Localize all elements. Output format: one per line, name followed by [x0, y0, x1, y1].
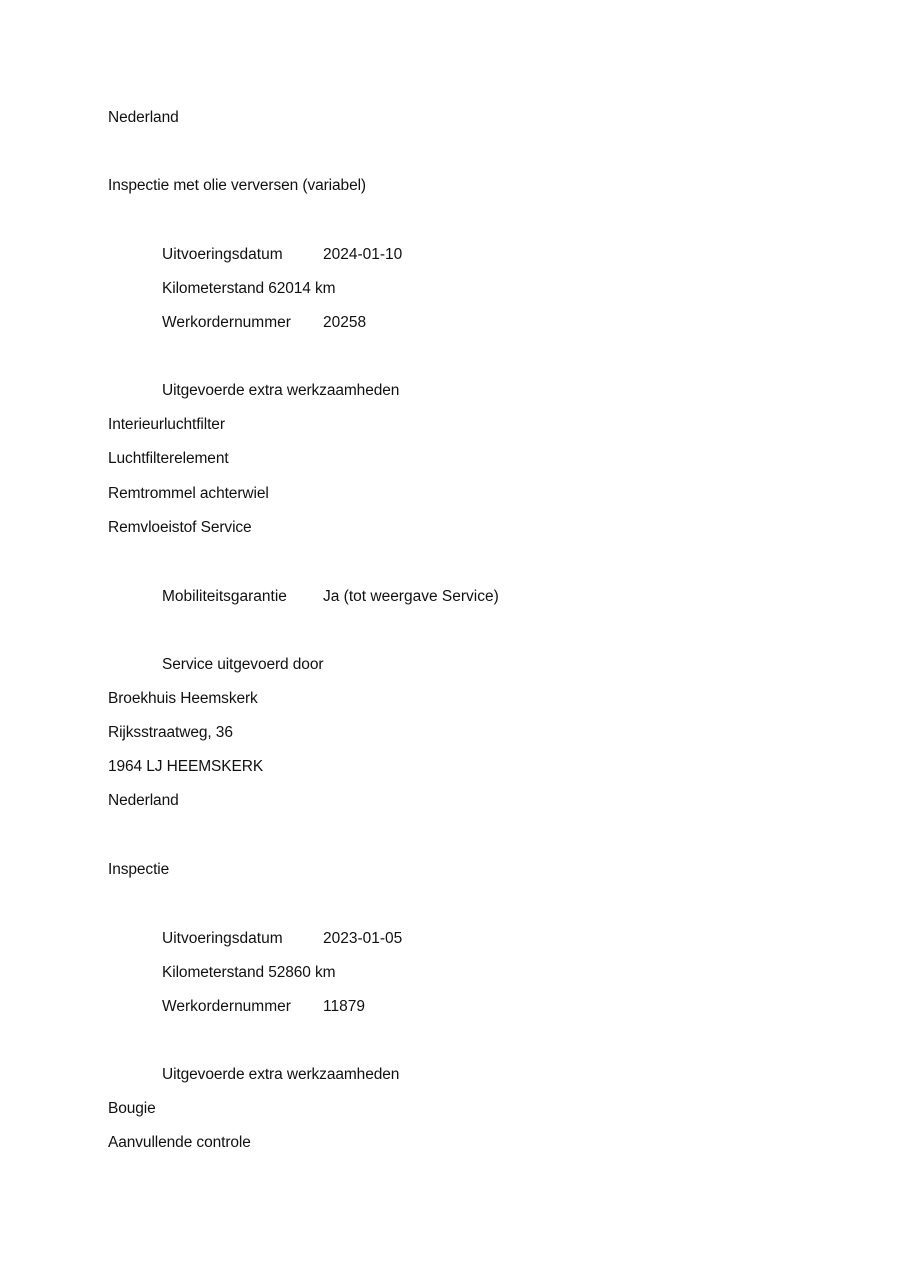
extra-work-label: Uitgevoerde extra werkzaamheden	[162, 1066, 400, 1083]
extra-work-item: Bougie	[108, 1100, 156, 1117]
execution-date-label: Uitvoeringsdatum	[162, 930, 283, 947]
record-title: Inspectie	[108, 861, 170, 878]
mobility-value: Ja (tot weergave Service)	[323, 588, 499, 605]
mileage-text: Kilometerstand 62014 km	[162, 280, 336, 297]
record-title: Inspectie met olie verversen (variabel)	[108, 177, 366, 194]
execution-date-value: 2023-01-05	[323, 930, 403, 947]
extra-work-item: Remtrommel achterwiel	[108, 485, 269, 502]
performed-by-label: Service uitgevoerd door	[162, 656, 324, 673]
work-order-label: Werkordernummer	[162, 314, 291, 331]
extra-work-label: Uitgevoerde extra werkzaamheden	[162, 382, 400, 399]
mileage-text: Kilometerstand 52860 km	[162, 964, 336, 981]
mobility-label: Mobiliteitsgarantie	[162, 588, 287, 605]
extra-work-item: Luchtfilterelement	[108, 450, 229, 467]
extra-work-item: Remvloeistof Service	[108, 519, 252, 536]
work-order-row	[162, 997, 662, 1017]
execution-date-value: 2024-01-10	[323, 246, 403, 263]
execution-date-row	[162, 245, 662, 265]
extra-work-item: Interieurluchtfilter	[108, 416, 225, 433]
work-order-label: Werkordernummer	[162, 998, 291, 1015]
execution-date-label: Uitvoeringsdatum	[162, 246, 283, 263]
extra-work-item: Aanvullende controle	[108, 1134, 251, 1151]
work-order-value: 11879	[323, 998, 365, 1015]
execution-date-row	[162, 929, 662, 949]
country-text: Nederland	[108, 109, 179, 126]
dealer-city: 1964 LJ HEEMSKERK	[108, 758, 264, 775]
dealer-name: Broekhuis Heemskerk	[108, 690, 258, 707]
dealer-street: Rijksstraatweg, 36	[108, 724, 233, 741]
dealer-country: Nederland	[108, 792, 179, 809]
mobility-row	[162, 587, 662, 607]
work-order-row	[162, 313, 662, 333]
work-order-value: 20258	[323, 314, 367, 331]
